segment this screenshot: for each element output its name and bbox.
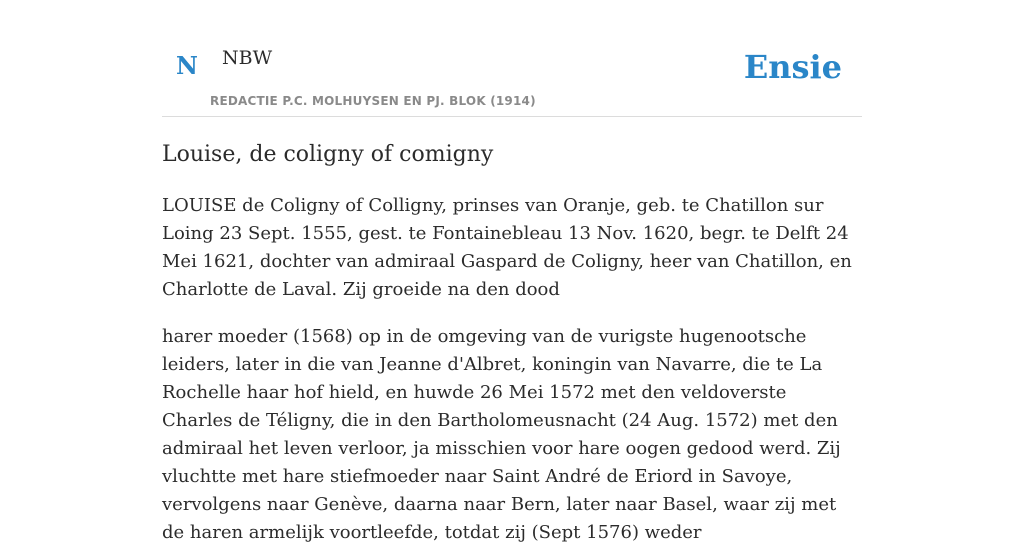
article-title: Louise, de coligny of comigny (162, 142, 494, 167)
source-subtitle: REDACTIE P.C. MOLHUYSEN EN PJ. BLOK (1914) (210, 94, 536, 108)
article-page (162, 0, 862, 543)
brand-logo[interactable]: Ensie (743, 48, 842, 86)
page-header (162, 0, 862, 117)
article-paragraph: harer moeder (1568) op in de omgeving van de vurigste hugenootsche leiders, later in die van Jeanne d'Albret, koningin van Navarre, die te La Rochelle haar hof hield, en huwde 26 Mei 1572 met den veldoverste Charles de Téligny, die in den Bartholomeusnacht (24 Aug. 1572) met den admiraal het leven verloor, ja misschien voor hare oogen gedood werd. Zij vluchtte met hare stiefmoeder naar Saint André de Eriord in Savoye, vervolgens naar Genève, daarna naar Bern, later naar Basel, waar zij met de haren armelijk voortleefde, totdat zij (Sept 1576) weder (162, 325, 841, 543)
source-title[interactable]: NBW (222, 47, 273, 69)
source-logo[interactable]: N (176, 51, 198, 80)
article-paragraph: LOUISE de Coligny of Colligny, prinses van Oranje, geb. te Chatillon sur Loing 23 Sept. 1555, gest. te Fontainebleau 13 Nov. 1620, begr. te Delft 24 Mei 1621, dochter van admiraal Gaspard de Coligny, heer van Chatillon, en Charlotte de Laval. Zij groeide na den dood (162, 194, 852, 300)
